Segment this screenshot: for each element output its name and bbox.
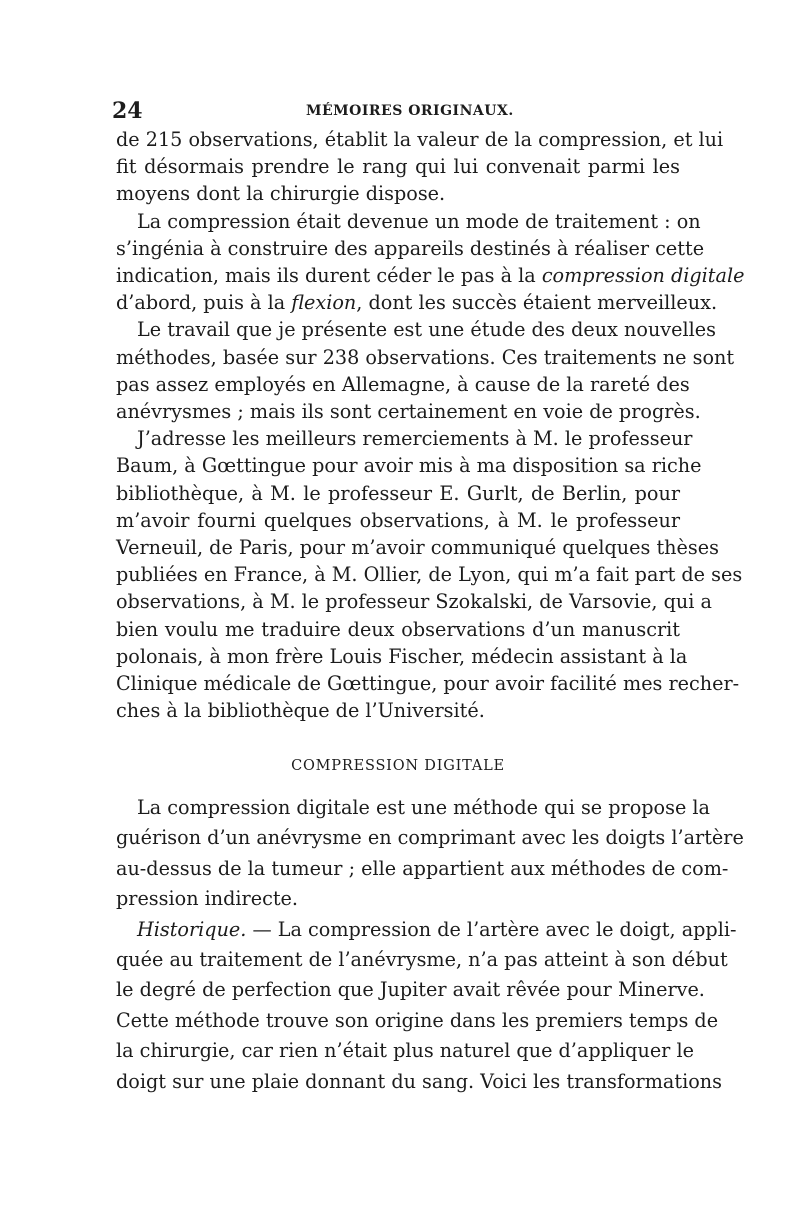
- text-line: [137, 915, 737, 945]
- text-line: s’ingénia à construire des appareils destinés à réaliser cette: [116, 236, 705, 260]
- text-run: — La compression de l’artère avec le doigt, appli-: [246, 917, 737, 941]
- text-line: moyens dont la chirurgie dispose.: [116, 182, 446, 206]
- text-line: bibliothèque, à M. le professeur E. Gurlt, de Berlin, pour: [116, 481, 680, 505]
- text-line: observations, à M. le professeur Szokalski, de Varsovie, qui a: [116, 590, 712, 614]
- text-line: bien voulu me traduire deux observations d’un manuscrit: [116, 617, 680, 641]
- section-heading: COMPRESSION DIGITALE: [291, 758, 505, 774]
- italic-term-historique: Historique.: [137, 917, 247, 941]
- running-head: MÉMOIRES ORIGINAUX.: [306, 103, 514, 119]
- text-line: la chirurgie, car rien n’était plus naturel que d’appliquer le: [116, 1039, 694, 1063]
- text-line: Baum, à Gœttingue pour avoir mis à ma disposition sa riche: [116, 454, 702, 478]
- text-line: pas assez employés en Allemagne, à cause de la rareté des: [116, 372, 690, 396]
- text-line: pression indirecte.: [116, 887, 299, 911]
- text-run: , dont les succès étaient merveilleux.: [356, 291, 718, 315]
- text-line: fit désormais prendre le rang qui lui convenait parmi les: [116, 155, 680, 179]
- text-line: quée au traitement de l’anévrysme, n’a pas atteint à son début: [116, 948, 728, 971]
- text-line: anévrysmes ; mais ils sont certainement en voie de progrès.: [116, 400, 701, 423]
- italic-term-compression-digitale: compression digitale: [541, 264, 745, 287]
- text-line: Le travail que je présente est une étude des deux nouvelles: [137, 318, 716, 342]
- text-run: indication, mais ils durent céder le pas à la: [116, 264, 542, 287]
- text-line: m’avoir fourni quelques observations, à M. le professeur: [116, 508, 680, 532]
- text-line: polonais, à mon frère Louis Fischer, médecin assistant à la: [116, 644, 688, 668]
- page-header: [112, 98, 682, 126]
- text-line: La compression était devenue un mode de traitement : on: [137, 209, 701, 233]
- text-line: doigt sur une plaie donnant du sang. Voici les transformations: [116, 1069, 722, 1093]
- text-line: de 215 observations, établit la valeur de la compression, et lui: [116, 128, 724, 151]
- text-line: La compression digitale est une méthode qui se propose la: [137, 796, 710, 819]
- text-line: [116, 289, 718, 316]
- text-line: Clinique médicale de Gœttingue, pour avoir facilité mes recher-: [116, 672, 740, 695]
- text-line: Cette méthode trouve son origine dans les premiers temps de: [116, 1008, 719, 1032]
- text-line: J’adresse les meilleurs remerciements à M. le professeur: [137, 427, 693, 451]
- text-line: guérison d’un anévrysme en comprimant avec les doigts l’artère: [116, 826, 744, 850]
- text-line: publiées en France, à M. Ollier, de Lyon, qui m’a fait part de ses: [116, 563, 743, 587]
- text-line: le degré de perfection que Jupiter avait rêvée pour Minerve.: [116, 978, 705, 1002]
- text-line: ches à la bibliothèque de l’Université.: [116, 699, 485, 723]
- text-run: d’abord, puis à la: [116, 291, 292, 315]
- text-line: [116, 262, 745, 289]
- text-line: Verneuil, de Paris, pour m’avoir communiqué quelques thèses: [116, 536, 719, 559]
- page-number: 24: [112, 98, 143, 124]
- text-line: au-dessus de la tumeur ; elle appartient aux méthodes de com-: [116, 856, 729, 880]
- italic-term-flexion: flexion: [291, 291, 357, 315]
- text-line: méthodes, basée sur 238 observations. Ces traitements ne sont: [116, 345, 735, 369]
